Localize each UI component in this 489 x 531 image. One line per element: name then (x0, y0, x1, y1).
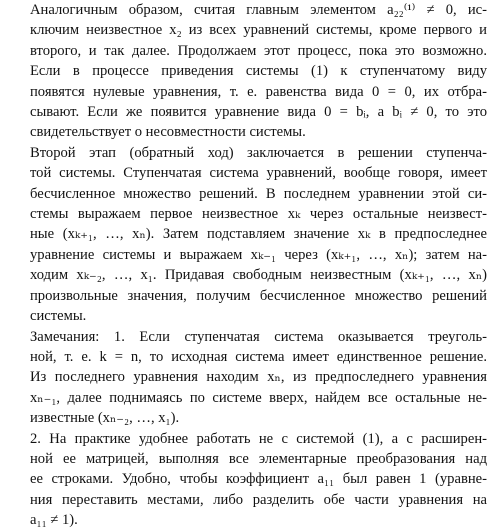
text-line: Второй этап (обратный ход) заключается в решении ступенча- (30, 144, 487, 161)
text-line: появятся нулевые уравнения, т. е. равенства вида 0 = 0, их отбра- (30, 83, 487, 100)
text-line: Из последнего уравнения находим xₙ, из предпоследнего уравнения (30, 369, 487, 386)
text-line: ключим неизвестное x₂ из всех уравнений системы, кроме первого и (30, 22, 487, 39)
paragraph-5 (6, 429, 487, 531)
text-line: Если в процессе приведения системы (1) к ступенчатому виду (30, 63, 487, 80)
text-line: ные (xₖ₊₁, …, xₙ). Затем подставляем значение xₖ в предпоследнее (30, 226, 487, 243)
text-line: ной, т. е. k = n, то исходная система имеет единственное решение. (30, 348, 487, 365)
paragraph-1 (6, 0, 487, 61)
text-line: ной ее матрицей, выполняя все элементарные преобразования над (30, 450, 487, 467)
text-line: системы. (30, 308, 87, 325)
paragraph-4 (6, 327, 487, 429)
text-line: стемы выражаем первое неизвестное xₖ через остальные неизвест- (30, 206, 487, 223)
paragraph-2 (6, 61, 487, 143)
text-line: второго, и так далее. Продолжаем этот процесс, пока это возможно. (30, 42, 487, 59)
text-line: уравнение системы и выражаем xₖ₋₁ через (xₖ₊₁, …, xₙ); затем на- (30, 246, 487, 263)
text-line: a₁₁ ≠ 1). (30, 512, 78, 529)
text-line: той системы. Ступенчатая система уравнений, вообще говоря, имеет (30, 165, 487, 182)
text-line: бесчисленное множество решений. В последнем уравнении этой си- (30, 185, 487, 202)
paragraph-3 (6, 143, 487, 327)
text-line: произвольные значения, получим бесчисленное множество решений (30, 287, 487, 304)
text-line: свидетельствует о несовместности системы. (30, 124, 306, 141)
text-line: сывают. Если же появится уравнение вида 0 = bᵢ, а bᵢ ≠ 0, то это (30, 104, 487, 121)
text-line: ее строками. Удобно, чтобы коэффициент a₁₁ был равен 1 (уравне- (30, 471, 487, 488)
text-line: ния переставить местами, либо разделить обе части уравнения на (30, 491, 487, 508)
text-line: ходим xₖ₋₂, …, x₁. Придавая свободным неизвестным (xₖ₊₁, …, xₙ) (30, 267, 487, 284)
text-line: Замечания: 1. Если ступенчатая система оказывается треуголь- (30, 328, 487, 345)
text-line: известные (xₙ₋₂, …, x₁). (30, 410, 180, 427)
text-line: xₙ₋₁, далее поднимаясь по системе вверх, найдем все остальные не- (30, 389, 487, 406)
text-line: 2. На практике удобнее работать не с системой (1), а с расширен- (30, 430, 487, 447)
text-line: Аналогичным образом, считая главным элементом a₂₂⁽¹⁾ ≠ 0, ис- (30, 2, 487, 18)
